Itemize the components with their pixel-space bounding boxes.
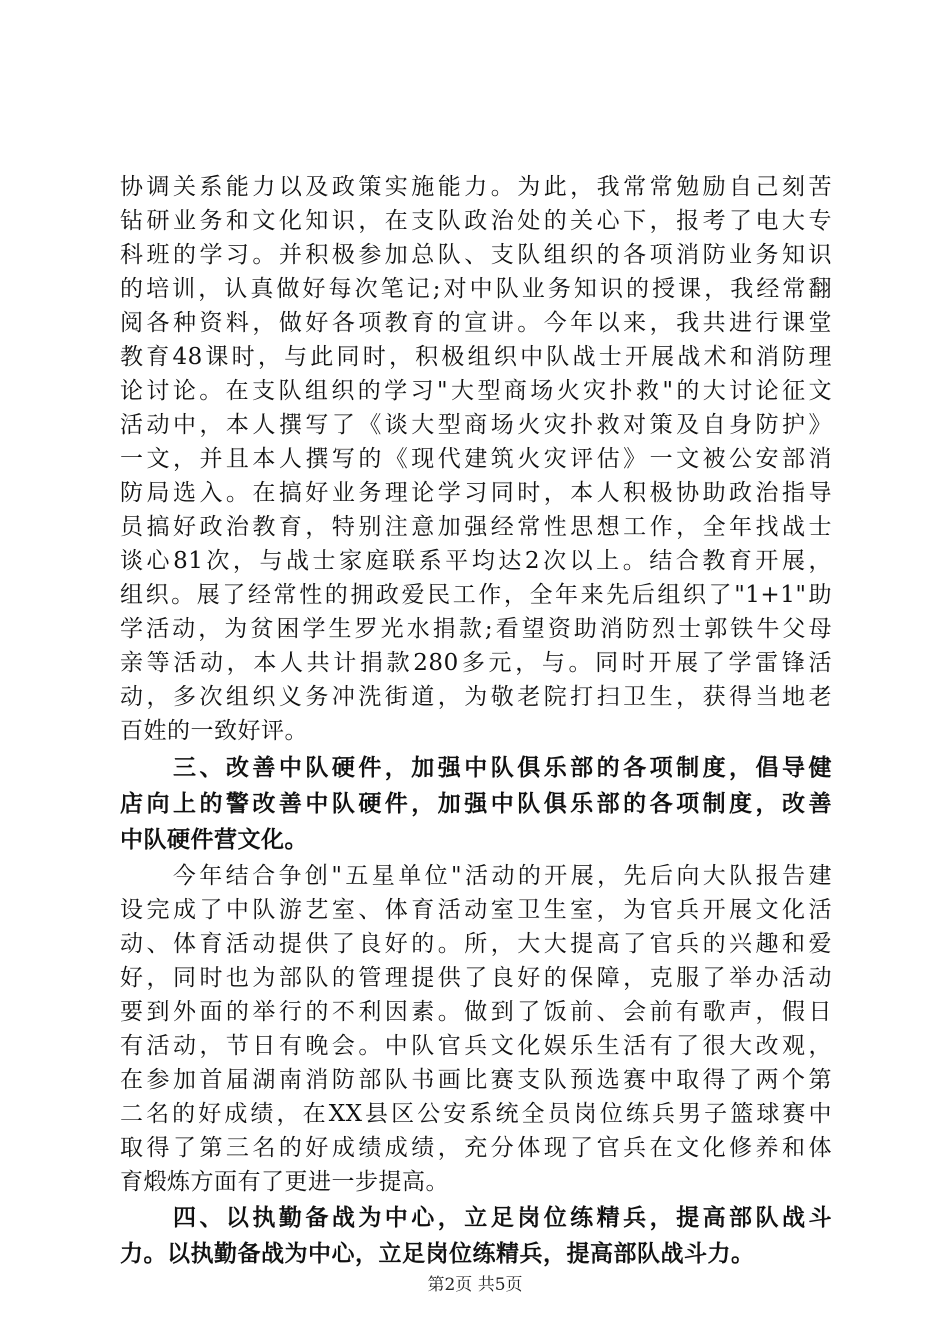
text-line: 百姓的一致好评。 [120,718,308,744]
text-line: 教育48课时，与此同时，积极组织中队战士开展战术和消防理 [120,344,832,370]
text-line: 取得了第三名的好成绩成绩，充分体现了官兵在文化修养和体 [120,1135,832,1161]
text-line: 的培训，认真做好每次笔记;对中队业务知识的授课，我经常翻 [120,276,832,302]
text-line: 防局选入。在搞好业务理论学习同时，本人积极协助政治指导 [120,480,832,506]
text-line: 论讨论。在支队组织的学习"大型商场火灾扑救"的大讨论征文 [120,378,832,404]
text-line: 学活动，为贫困学生罗光水捐款;看望资助消防烈士郭铁牛父母 [120,616,832,642]
text-line: 动、体育活动提供了良好的。所，大大提高了官兵的兴趣和爱 [120,931,832,957]
text-line: 有活动，节日有晚会。中队官兵文化娱乐生活有了很大改观， [120,1033,832,1059]
text-line: 今年结合争创"五星单位"活动的开展，先后向大队报告建 [120,863,832,889]
text-line: 动，多次组织义务冲洗街道，为敬老院打扫卫生，获得当地老 [120,684,832,710]
text-line: 活动中，本人撰写了《谈大型商场火灾扑救对策及自身防护》 [120,412,832,438]
text-line: 员搞好政治教育，特别注意加强经常性思想工作，全年找战士 [120,514,832,540]
section-heading-line: 店向上的警改善中队硬件，加强中队俱乐部的各项制度，改善 [120,790,832,817]
text-line: 二名的好成绩，在XX县区公安系统全员岗位练兵男子篮球赛中 [120,1101,832,1127]
text-line: 谈心81次，与战士家庭联系平均达2次以上。结合教育开展， [120,548,832,574]
text-line: 在参加首届湖南消防部队书画比赛支队预选赛中取得了两个第 [120,1067,832,1093]
section-heading-line: 中队硬件营文化。 [120,826,308,853]
text-line: 要到外面的举行的不利因素。做到了饭前、会前有歌声，假日 [120,999,832,1025]
text-line: 育煅炼方面有了更进一步提高。 [120,1169,449,1195]
text-line: 阅各种资料，做好各项教育的宣讲。今年以来，我共进行课堂 [120,310,832,336]
text-line: 协调关系能力以及政策实施能力。为此，我常常勉励自己刻苦 [120,174,832,200]
text-line: 一文，并且本人撰写的《现代建筑火灾评估》一文被公安部消 [120,446,832,472]
section-heading-line: 三、改善中队硬件，加强中队俱乐部的各项制度，倡导健 [120,754,832,781]
page-number-footer: 第2页 共5页 [427,1275,523,1295]
text-line: 钻研业务和文化知识，在支队政治处的关心下，报考了电大专 [120,208,832,234]
text-line: 亲等活动，本人共计捐款280多元，与。同时开展了学雷锋活 [120,650,832,676]
text-line: 好，同时也为部队的管理提供了良好的保障，克服了举办活动 [120,965,832,991]
text-line: 组织。展了经常性的拥政爱民工作，全年来先后组织了"1+1"助 [120,582,832,608]
section-heading-line: 力。以执勤备战为中心，立足岗位练精兵，提高部队战斗力。 [120,1240,755,1267]
section-heading-line: 四、以执勤备战为中心，立足岗位练精兵，提高部队战斗 [120,1204,832,1231]
text-line: 设完成了中队游艺室、体育活动室卫生室，为官兵开展文化活 [120,897,832,923]
text-line: 科班的学习。并积极参加总队、支队组织的各项消防业务知识 [120,242,832,268]
